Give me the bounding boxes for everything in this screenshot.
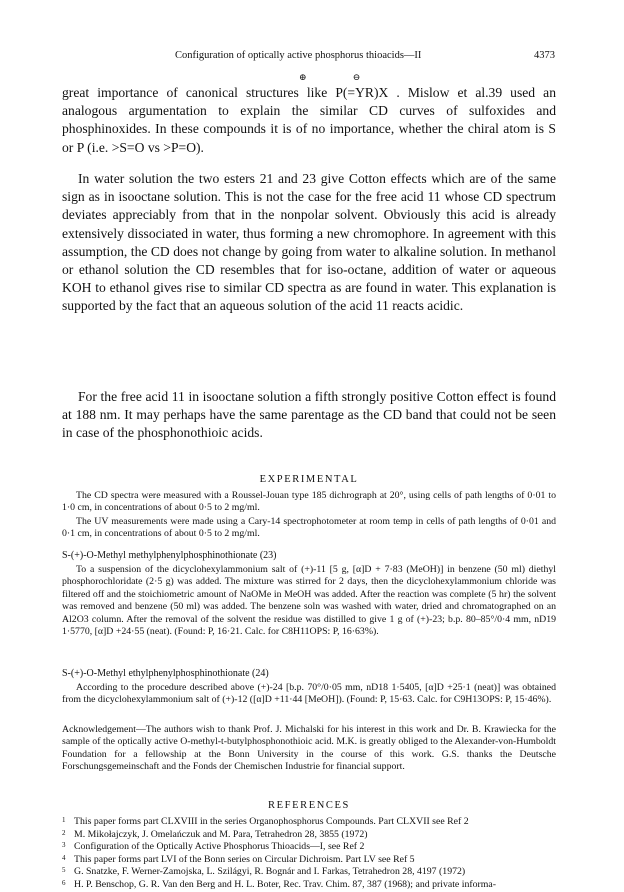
reference-number: 6 <box>62 878 66 887</box>
paragraph-2: In water solution the two esters 21 and 23 give Cotton effects which are of the same sign as in isooctane solution. This is not the case for the free acid 11 whose CD spectrum deviates appreciably from that in the nonpolar solvent. Obviously this acid is already extensively dissociated in water, thus forming a new chromophore. In agreement with this assumption, the CD does not change by going from water to alkaline solution. In methanol or ethanol solution the CD resembles that for iso-octane, addition of water or aqueous KOH to ethanol gives rise to similar CD spectra as are found in water. This explanation is supported by the fact that an aqueous solution of the acid 11 reacts acidic. <box>62 171 556 314</box>
reference-text: H. P. Benschop, G. R. Van den Berg and H. L. Boter, Rec. Trav. Chim. 87, 387 (1968); and private informa- <box>74 878 497 890</box>
reference-text: This paper forms part LVI of the Bonn series on Circular Dichroism. Part LV see Ref 5 <box>74 853 415 865</box>
reference-number: 2 <box>62 828 66 837</box>
reference-text: Configuration of the Optically Active Phosphorus Thioacids—I, see Ref 2 <box>74 841 365 853</box>
reference-number: 4 <box>62 853 66 862</box>
experimental-heading: EXPERIMENTAL <box>259 474 359 485</box>
compound-24-title: S-(+)-O-Methyl ethylphenylphosphinothionate (24) <box>62 668 269 679</box>
experimental-paragraph-2: The UV measurements were made using a Cary-14 spectrophotometer at room temp in cells of path lengths of 0·01 and 0·1 cm, in concentrations of about 0·5 to 2 mg/ml. <box>62 516 556 540</box>
reference-number: 5 <box>62 866 66 875</box>
reference-number: 3 <box>62 841 66 850</box>
reference-item <box>62 866 556 879</box>
reference-item <box>62 816 556 829</box>
running-header <box>175 50 555 61</box>
compound-24-procedure: According to the procedure described above (+)-24 [b.p. 70°/0·05 mm, nD18 1·5405, [α]D +25·1 (neat)] was obtained from the dicyclohexylammonium salt of (+)-12 ([α]D +11·44 [MeOH]). (Found: P, 15·63. Calc. for C9H13OPS: P, 15·46%). <box>62 682 556 706</box>
reference-text: M. Mikołajczyk, J. Omelańczuk and M. Para, Tetrahedron 28, 3855 (1972) <box>74 828 368 840</box>
compound-23-title: S-(+)-O-Methyl methylphenylphosphinothionate (23) <box>62 550 277 561</box>
reference-text: G. Snatzke, F. Werner-Zamojska, L. Szilágyi, R. Bognár and I. Farkas, Tetrahedron 28, 4197 (1972) <box>74 866 466 878</box>
paragraph-1: great importance of canonical structures like P(=YR)X . Mislow et al.39 used an analogous argumentation to explain the similar CD curves of sulfoxides and phosphinoxides. In these compounds it is of no importance, whether the chiral atom is S or P (i.e. >S=O vs >P=O). <box>62 85 556 155</box>
experimental-paragraph-1: The CD spectra were measured with a Roussel-Jouan type 185 dichrograph at 20°, using cells of path lengths of 0·01 to 1·0 cm, in concentrations of about 0·5 to 2 mg/ml. <box>62 490 556 514</box>
reference-text: This paper forms part CLXVIII in the series Organophosphorus Compounds. Part CLXVII see Ref 2 <box>74 816 469 827</box>
compound-23-procedure: To a suspension of the dicyclohexylammonium salt of (+)-11 [5 g, [α]D + 7·83 (MeOH)] in benzene (50 ml) diethyl phosphorochloridate (2·5 g) was added. The mixture was stirred for 2 days, then the dicyclohexylammonium chloride was filtered off and the stoichiometric amount of NaOMe in MeOH was added. After the reaction was complete (5 hr) the solvent was removed and benzene (50 ml) was added. The benzene soln was washed with water, dried and chromatographed on an Al2O3 column. After the removal of the solvent the residue was distilled to give 1 g of (+)-23; b.p. 80–85°/0·4 mm, nD19 1·5770, [α]D +24·55 (neat). (Found: P, 16·21. Calc. for C8H11OPS: P, 16·63%). <box>62 564 556 638</box>
reference-item <box>62 829 556 842</box>
reference-item <box>62 854 556 867</box>
page-number: 4373 <box>534 50 555 61</box>
reference-item <box>62 879 556 892</box>
reference-list <box>62 816 556 892</box>
references-heading: REFERENCES <box>268 800 350 811</box>
running-title: Configuration of optically active phosphorus thioacids—II <box>175 50 422 61</box>
reference-number: 1 <box>62 816 66 824</box>
acknowledgement: Acknowledgement—The authors wish to thank Prof. J. Michalski for his interest in this work and Dr. B. Krawiecka for the sample of the optically active O-methyl-t-butylphosphonothioic acid. M.K. is greatly obliged to the Alexander-von-Humboldt Foundation for a fellowship at the Bonn University in the course of this work. G.S. thanks the Deutsche Forschungsgemeinschaft and the Fonds der Chemischen Industrie for financial support. <box>62 724 556 773</box>
paragraph-3: For the free acid 11 in isooctane solution a fifth strongly positive Cotton effect is found at 188 nm. It may perhaps have the same parentage as the CD band that could not be seen in case of the phosphonothioic acids. <box>62 389 556 441</box>
charge-symbols: ⊕ ⊖ <box>299 72 383 82</box>
reference-item <box>62 841 556 854</box>
